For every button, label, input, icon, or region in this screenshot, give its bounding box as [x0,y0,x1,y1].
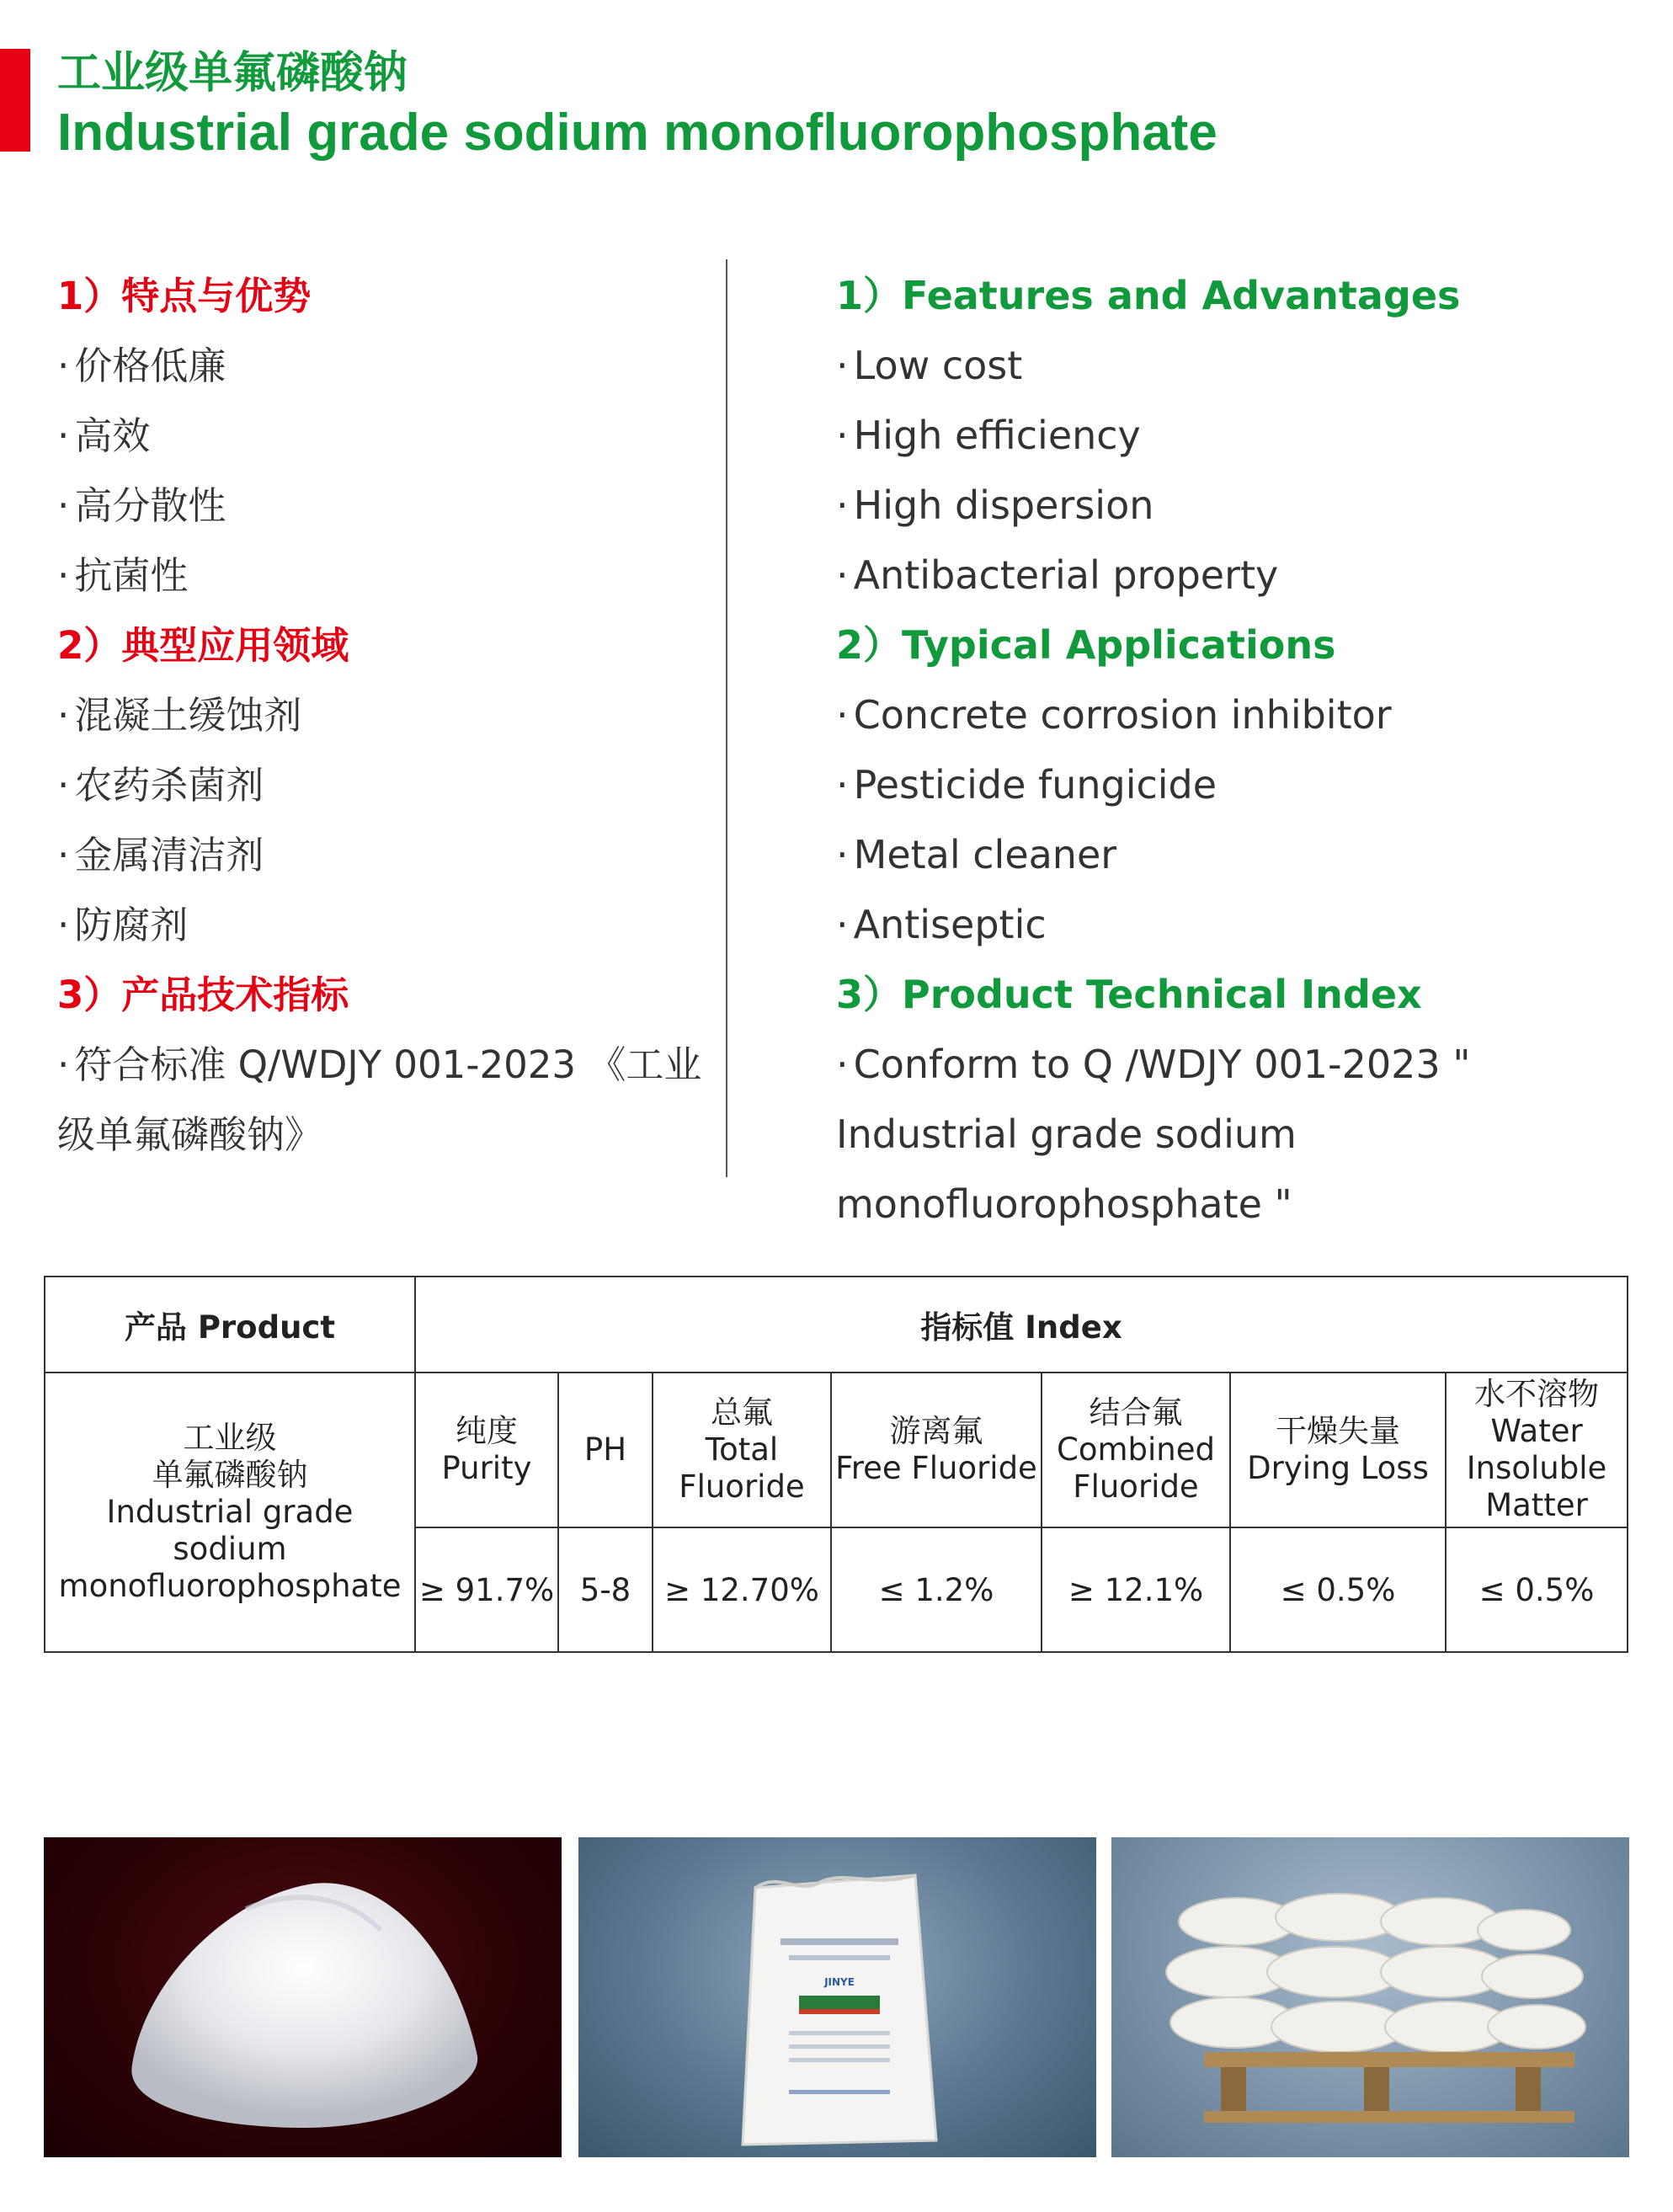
section-heading-applications-en: 2）Typical Applications [836,622,1336,668]
standard-text-en: · Conform to Q /WDJY 001-2023 " Industrial grade sodium monofluorophosphate " [836,1042,1471,1227]
index-header-cell: 指标值 Index [415,1277,1628,1373]
section-heading-features-zh: 1）特点与优势 [57,274,312,318]
feature-item-zh: · 抗菌性 [57,553,189,598]
section-heading-features-en: 1）Features and Advantages [836,273,1461,318]
english-column [836,261,1649,1239]
column-header-drying-loss: 干燥失量 Drying Loss [1230,1373,1446,1527]
bag-brand-label: JINYE [824,1976,855,1988]
value-free-fluoride: ≤ 1.2% [831,1527,1042,1652]
page-title-zh: 工业级单氟磷酸钠 [57,48,408,99]
application-item-en: · Pesticide fungicide [836,762,1217,808]
value-drying-loss: ≤ 0.5% [1230,1527,1446,1652]
application-item-zh: · 金属清洁剂 [57,833,264,877]
application-item-en: · Antiseptic [836,902,1047,947]
column-header-water-insoluble: 水不溶物 Water Insoluble Matter [1446,1373,1628,1527]
application-item-en: · Metal cleaner [836,832,1117,877]
section-heading-index-zh: 3）产品技术指标 [57,973,349,1017]
application-item-zh: · 防腐剂 [57,903,189,947]
bag-illustration [578,1837,1096,2157]
section-heading-index-en: 3）Product Technical Index [836,972,1422,1017]
chinese-column [57,261,722,1170]
feature-item-en: · Low cost [836,343,1023,388]
application-item-zh: · 农药杀菌剂 [57,763,264,808]
column-header-free-fluoride: 游离氟 Free Fluoride [831,1373,1042,1527]
feature-item-en: · High dispersion [836,482,1154,528]
feature-item-en: · High efficiency [836,413,1141,458]
feature-item-en: · Antibacterial property [836,552,1279,598]
pallet-illustration [1111,1837,1629,2157]
value-total-fluoride: ≥ 12.70% [653,1527,831,1652]
pallet-photo [1111,1837,1629,2157]
bag-photo [578,1837,1096,2157]
product-name-cell: 工业级 单氟磷酸钠 Industrial grade sodium monofluorophosphate [45,1373,415,1652]
standard-text-zh: · 符合标准 Q/WDJY 001-2023 《工业级单氟磷酸钠》 [57,1042,702,1157]
value-water-insoluble: ≤ 0.5% [1446,1527,1628,1652]
value-combined-fluoride: ≥ 12.1% [1042,1527,1230,1652]
feature-item-zh: · 价格低廉 [57,344,226,388]
spec-table [44,1276,1628,1653]
accent-bar [0,49,30,152]
feature-item-zh: · 高分散性 [57,483,226,528]
column-header-ph: PH [558,1373,653,1527]
page-title-en: Industrial grade sodium monofluorophosphate [57,104,1217,162]
powder-photo [44,1837,562,2157]
column-divider [726,259,727,1177]
application-item-zh: · 混凝土缓蚀剂 [57,693,302,738]
column-header-combined-fluoride: 结合氟 Combined Fluoride [1042,1373,1230,1527]
application-item-en: · Concrete corrosion inhibitor [836,692,1392,738]
product-header-cell: 产品 Product [45,1277,415,1373]
column-header-purity: 纯度 Purity [415,1373,558,1527]
section-heading-applications-zh: 2）典型应用领域 [57,623,349,668]
feature-item-zh: · 高效 [57,413,151,458]
column-header-total-fluoride: 总氟 Total Fluoride [653,1373,831,1527]
powder-illustration [44,1837,562,2157]
value-purity: ≥ 91.7% [415,1527,558,1652]
value-ph: 5-8 [558,1527,653,1652]
